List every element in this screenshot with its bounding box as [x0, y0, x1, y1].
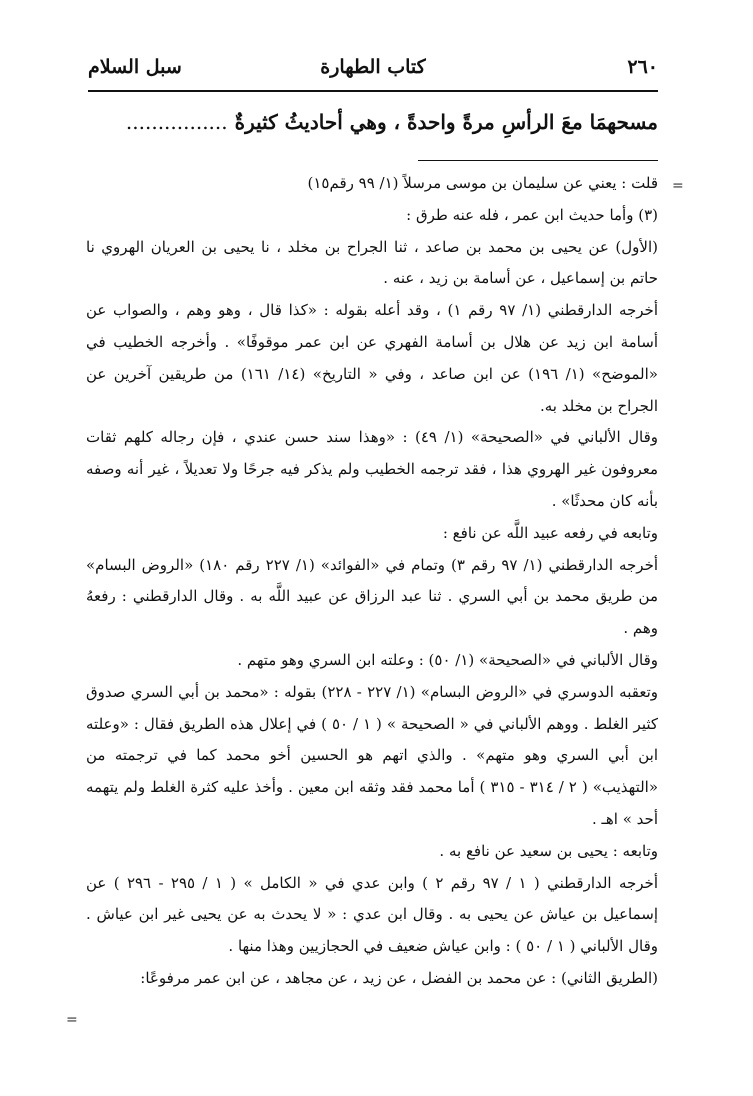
- footnote-paragraph: (الطريق الثاني) : عن محمد بن الفضل ، عن زيد ، عن مجاهد ، عن ابن عمر مرفوعًا:: [140, 968, 658, 987]
- main-text: مسحهمَا معَ الرأسِ مرةً واحدةً ، وهي أحاديثُ كثيرةٌ: [234, 110, 658, 134]
- footnote-paragraph: (٣) وأما حديث ابن عمر ، فله عنه طرق :: [406, 205, 658, 224]
- footnote-paragraph: أخرجه الدارقطني (١/ ٩٧ رقم ١) ، وقد أعله بقوله : «كذا قال ، وهو وهم ، والصواب عن أسامة ابن زيد عن هلال بن أسامة الفهري عن ابن عمر موقوفًا» . وأخرجه الخطيب في «الموضح» (١/ ١٩٦) عن ابن صاعد ، وفي « التاريخ» (١٤/ ١٦١) من طريقين آخرين عن الجراح بن مخلد به.: [86, 301, 658, 415]
- main-text-line: [88, 110, 658, 134]
- footnote-paragraph: وتعقبه الدوسري في «الروض البسام» (١/ ٢٢٧ - ٢٢٨) بقوله : «محمد بن أبي السري صدوق كثير الغلط . ووهم الألباني في « الصحيحة » ( ١ / ٥٠ ) في إعلال هذه الطريق فقال : «وعلته ابن أبي السري وهو متهم» . والذي اتهم هو الحسين أخو محمد كما في ترجمته من «التهذيب» ( ٢ / ٣١٤ - ٣١٥ ) أما محمد فقد وثقه ابن معين . وأخذ عليه كثرة الغلط ولم يتهمه أحد » اهـ .: [86, 682, 659, 828]
- book-title: سبل السلام: [88, 56, 182, 78]
- page-number: ٢٦٠: [627, 56, 658, 78]
- footnotes: [86, 168, 658, 995]
- footnote-paragraph: أخرجه الدارقطني (١/ ٩٧ رقم ٣) وتمام في «الفوائد» (١/ ٢٢٧ رقم ١٨٠) «الروض البسام» من طريق محمد بن أبي السري . ثنا عبد الرزاق عن عبيد اللَّه به . وقال الدارقطني : رفعهُ وهم .: [86, 555, 659, 638]
- footnote-paragraph: قلت : يعني عن سليمان بن موسى مرسلاً (١/ ٩٩ رقم١٥): [307, 174, 658, 192]
- footnote-paragraph: وقال الألباني في «الصحيحة» (١/ ٤٩) : «وهذا سند حسن عندي ، فإن رجاله كلهم ثقات معروفون غير الهروي هذا ، فقد ترجمه الخطيب ولم يذكر فيه جرحًا ولا تعديلاً ، غير أنه وصفه بأنه كان محدثًا» .: [86, 428, 658, 510]
- chapter-title: كتاب الطهارة: [320, 56, 426, 78]
- margin-mark-top: =: [672, 178, 684, 194]
- page-header: [88, 56, 658, 86]
- footnote-paragraph: وقال الألباني في «الصحيحة» (١/ ٥٠) : وعلته ابن السري وهو متهم .: [237, 650, 658, 669]
- margin-mark-bottom: =: [66, 1012, 78, 1028]
- footnote-paragraph: وتابعه : يحيى بن سعيد عن نافع به .: [439, 841, 658, 860]
- footnote-paragraph: وتابعه في رفعه عبيد اللَّه عن نافع :: [442, 523, 658, 542]
- footnote-divider: [418, 160, 658, 161]
- header-divider: [88, 90, 658, 92]
- footnote-paragraph: (الأول) عن يحيى بن محمد بن صاعد ، ثنا الجراح بن مخلد ، نا يحيى بن العريان الهروي نا حاتم بن إسماعيل ، عن أسامة بن زيد ، عنه .: [86, 237, 658, 288]
- main-text-dots: ................: [125, 110, 228, 134]
- footnote-paragraph: أخرجه الدارقطني ( ١ / ٩٧ رقم ٢ ) وابن عدي في « الكامل » ( ١ / ٢٩٥ - ٢٩٦ ) عن إسماعيل بن عياش عن يحيى به . وقال ابن عدي : « لا يحدث به عن يحيى غير ابن عياش . وقال الألباني ( ١ / ٥٠ ) : وابن عياش ضعيف في الحجازيين وهذا منها .: [86, 873, 658, 956]
